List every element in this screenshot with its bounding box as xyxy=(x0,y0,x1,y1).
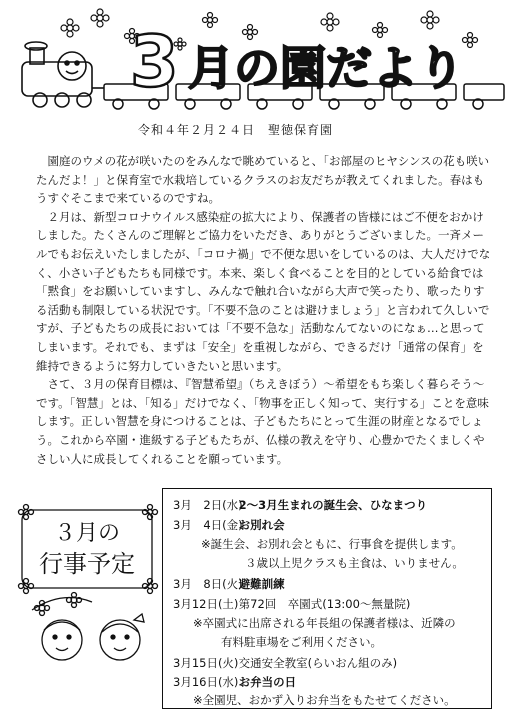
schedule-row xyxy=(173,517,285,533)
paragraph-1: 園庭のウメの花が咲いたのをみんなで眺めていると、「お部屋のヒヤシンスの花も咲いたんだよ！」と保育室で水栽培しているクラスのお友だちが教えてくれました。春はもうすぐそこまで来ているのですね。 xyxy=(36,154,490,206)
schedule-row xyxy=(173,596,410,612)
schedule-date: 3月15日(火) xyxy=(173,656,239,670)
schedule-date: 3月 2日(水) xyxy=(173,498,243,512)
schedule-note: ※全園児、おかず入りお弁当をもたせてください。 xyxy=(193,693,456,707)
train-locomotive-icon xyxy=(22,42,104,107)
header-illustration xyxy=(0,0,510,120)
children-icon xyxy=(32,593,144,661)
schedule-box xyxy=(162,488,492,709)
schedule-heading-illustration xyxy=(12,490,162,680)
schedule-note: ※卒園式に出席される年長組の保護者様は、近隣の xyxy=(193,616,456,630)
date-and-school: 令和４年２月２４日 聖徳保育園 xyxy=(138,123,334,137)
schedule-event: お別れ会 xyxy=(238,518,285,532)
schedule-row xyxy=(173,576,285,592)
title-text: 月の園だより xyxy=(188,41,464,95)
schedule-note: ３歳以上児クラスも主食は、いりません。 xyxy=(245,556,464,570)
schedule-note: 有料駐車場をご利用ください。 xyxy=(221,635,382,649)
schedule-date: 3月12日(土) xyxy=(173,597,239,611)
schedule-event: お弁当の日 xyxy=(238,675,297,689)
schedule-date: 3月16日(水) xyxy=(173,675,239,689)
schedule-event: 避難訓練 xyxy=(238,577,285,591)
flower-frame-icon xyxy=(19,505,158,594)
schedule-row xyxy=(173,497,427,513)
schedule-heading-line2: 行事予定 xyxy=(39,550,135,578)
title-number: 3 xyxy=(130,21,179,103)
schedule-heading-line1: ３月の xyxy=(53,521,121,546)
main-letter xyxy=(36,152,492,468)
paragraph-3: さて、３月の保育目標は、『智慧希望』（ちえきぼう）～希望をもち楽しく暮らそう～です。「智慧」とは、「知る」だけでなく、「物事を正しく知って、実行する」ことを意味します。正しい智慧を身につけることは、子どもたちにとって生涯の財産となるでしょう。これから卒園・進級する子どもたちが、仏様の教えを守り、心豊かでたくましくやさしい人に成長してくれることを願っています。 xyxy=(36,377,489,466)
paragraph-2: ２月は、新型コロナウイルス感染症の拡大により、保護者の皆様にはご不便をおかけしました。たくさんのご理解とご協力をいただき、ありがとうございました。一斉メールでもお伝えいたしましたが、「コロナ禍」で不便な思いをしているのは、大人だけでなく、小さい子どもたちも同様です。本来、楽しく食べることを目的としている給食では「黙食」をお願いしていますし、みんなで触れ合いながら大声で笑ったり、歌ったりする活動も制限している状況です。「不要不急のことは避けましょう」と言われて久しいですが、子どもたちの成長においては「不要不急な」活動なんてないのになぁ…と思ってしまいます。それでも、まずは「安全」を重視しながら、できるだけ「通常の保育」を維持できるように努力していきたいと思います。 xyxy=(36,209,491,373)
schedule-event: 2～3月生まれの誕生会、ひなまつり xyxy=(238,498,428,512)
schedule-date: 3月 8日(火) xyxy=(173,577,243,591)
schedule-date: 3月 4日(金) xyxy=(173,518,243,532)
schedule-note: ※誕生会、お別れ会ともに、行事食を提供します。 xyxy=(201,537,463,551)
schedule-row xyxy=(173,655,397,671)
schedule-event: 交通安全教室(らいおん組のみ) xyxy=(238,656,398,670)
schedule-event: 第72回 卒園式(13:00～無量院) xyxy=(238,597,411,611)
schedule-row xyxy=(173,674,296,690)
